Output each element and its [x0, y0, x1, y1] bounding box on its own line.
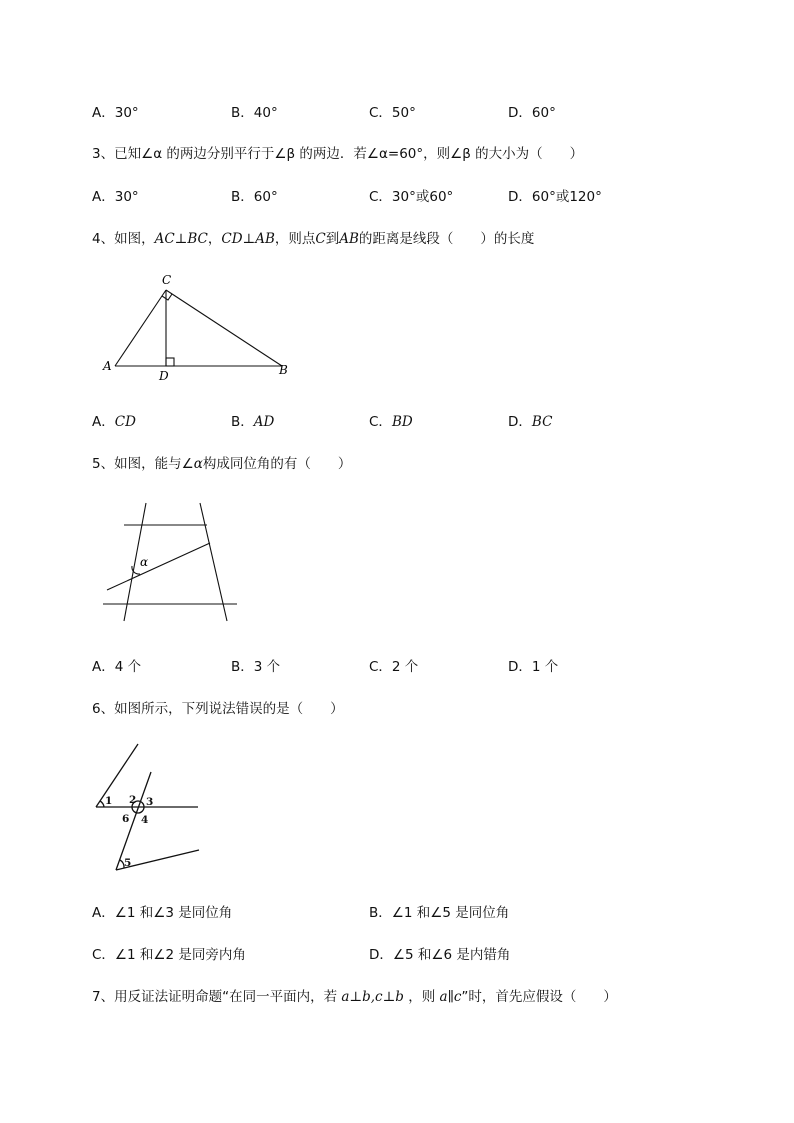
q4-stem-mid: ，则点 [274, 231, 316, 247]
q4-stem-mid2: 到 [325, 231, 340, 247]
q3-stem: 3、已知∠α 的两边分别平行于∠β 的两边．若∠α=60°，则∠β 的大小为（ ） [92, 146, 584, 162]
q5-stem-prefix: 5、如图，能与∠ [92, 456, 194, 472]
q4-label-b: B [279, 363, 288, 377]
q6-option-b[interactable]: B．∠1 和∠5 是同位角 [369, 905, 510, 921]
q5-label-alpha: α [140, 555, 149, 569]
q5-stem-suffix: 构成同位角的有（ ） [202, 456, 352, 472]
q2-option-d[interactable]: D．60° [508, 105, 556, 121]
q4-triangle-figure [96, 268, 306, 383]
q5-math-alpha: α [193, 456, 203, 472]
q4-label-d: D [159, 369, 169, 383]
q6-label-1: 1 [105, 795, 113, 807]
q6-option-a[interactable]: A．∠1 和∠3 是同位角 [92, 905, 233, 921]
q5-line-diagonal [107, 543, 210, 590]
q3-option-c[interactable]: C．30°或60° [369, 189, 454, 205]
q4-math-ac-perp-bc: AC⊥BC [154, 231, 208, 247]
q5-lines-figure [100, 498, 245, 628]
q4-math-ab: AB [339, 231, 359, 247]
q7-math-parallel: a∥c [439, 989, 462, 1005]
q4-option-b-prefix: B． [231, 414, 254, 430]
q4-math-c: C [315, 231, 326, 247]
q5-stem [92, 452, 351, 472]
q6-label-2: 2 [129, 794, 137, 806]
q3-option-a[interactable]: A．30° [92, 189, 139, 205]
q4-option-d-prefix: D． [508, 414, 532, 430]
q2-option-a[interactable]: A．30° [92, 105, 139, 121]
q6-angle-arc-1 [100, 801, 104, 807]
q4-option-c-math: BD [391, 414, 413, 430]
q4-label-c: C [162, 273, 172, 287]
q6-label-4: 4 [141, 814, 149, 826]
q4-option-a[interactable] [92, 410, 136, 430]
q4-math-cd-perp-ab: CD⊥AB [221, 231, 275, 247]
q3-option-b[interactable]: B．60° [231, 189, 278, 205]
q6-label-5: 5 [124, 857, 132, 869]
q4-segment-ac [115, 290, 166, 366]
q5-option-b[interactable]: B．3 个 [231, 659, 281, 675]
q5-line-right-transversal [200, 503, 227, 621]
q4-option-d-math: BC [531, 414, 553, 430]
q6-stem: 6、如图所示，下列说法错误的是（ ） [92, 701, 344, 717]
q6-option-c[interactable]: C．∠1 和∠2 是同旁内角 [92, 947, 246, 963]
q4-stem-suffix: 的距离是线段（ ）的长度 [358, 231, 535, 247]
q5-option-d[interactable]: D．1 个 [508, 659, 559, 675]
q7-math-perp: a⊥b,c⊥b [341, 989, 404, 1005]
q4-label-a: A [103, 359, 112, 373]
q4-segment-bc [166, 290, 282, 366]
q6-angles-figure [90, 740, 205, 875]
q7-stem-prefix: 7、用反证法证明命题“在同一平面内，若 [92, 989, 342, 1005]
q4-option-c-prefix: C． [369, 414, 392, 430]
q4-option-a-math: CD [114, 414, 136, 430]
q5-option-c[interactable]: C．2 个 [369, 659, 419, 675]
q5-option-a[interactable]: A．4 个 [92, 659, 142, 675]
q6-option-d[interactable]: D．∠5 和∠6 是内错角 [369, 947, 511, 963]
q4-option-c[interactable] [369, 410, 413, 430]
q6-label-3: 3 [146, 796, 154, 808]
q4-option-b-math: AD [253, 414, 275, 430]
q2-option-b[interactable]: B．40° [231, 105, 278, 121]
q4-option-d[interactable] [508, 410, 552, 430]
q3-option-d[interactable]: D．60°或120° [508, 189, 602, 205]
q4-stem [92, 227, 534, 247]
q6-label-6: 6 [122, 813, 130, 825]
q7-stem-suffix: ”时，首先应假设（ ） [461, 989, 617, 1005]
q4-stem-sep: ， [207, 231, 222, 247]
q4-option-b[interactable] [231, 410, 274, 430]
q7-stem [92, 985, 617, 1005]
q4-right-angle-d [166, 358, 174, 366]
q2-option-c[interactable]: C．50° [369, 105, 416, 121]
q4-stem-prefix: 4、如图， [92, 231, 155, 247]
q4-option-a-prefix: A． [92, 414, 115, 430]
q7-stem-mid: ，则 [403, 989, 440, 1005]
q4-right-angle-c [162, 294, 172, 300]
